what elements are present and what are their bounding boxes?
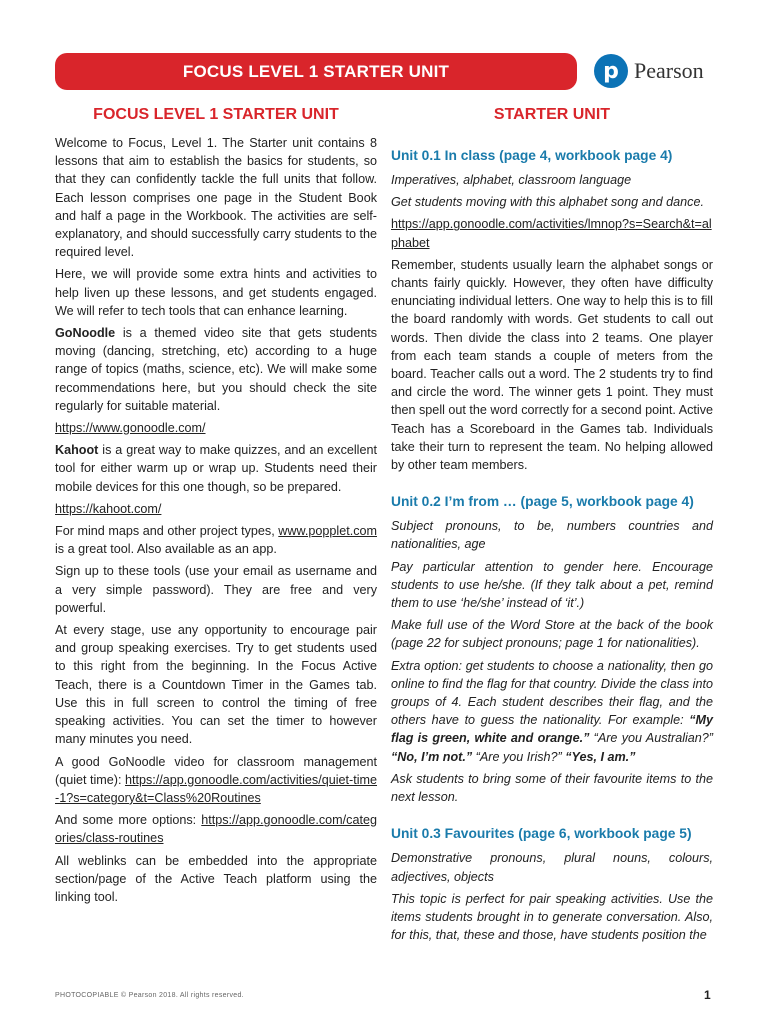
alphabet-song-link[interactable]: https://app.gonoodle.com/activities/lmnop?s=Search&t=alphabet [391, 217, 712, 250]
kahoot-name: Kahoot [55, 443, 99, 458]
more-options-intro: And some more options: [55, 813, 202, 828]
gonoodle-description: is a themed video site that gets students moving (dancing, stretching, etc) according to a huge range of topics (maths, science, etc). We will make some recommendations here, but you should check the site regularly for suitable material. [55, 326, 377, 413]
example-quote-2: “Are you Australian?” [589, 731, 713, 746]
more-options-paragraph [55, 811, 377, 847]
unit-0-2-gender-note: Pay particular attention to gender here. Encourage students to use he/she. (If they talk about a pet, remind them to use ‘he/she’ instead of ‘it’.) [391, 559, 713, 611]
popplet-link[interactable]: www.popplet.com [278, 524, 377, 539]
gonoodle-name: GoNoodle [55, 326, 116, 341]
quiet-time-paragraph [55, 753, 377, 808]
gonoodle-paragraph [55, 324, 377, 415]
intro-paragraph: Welcome to Focus, Level 1. The Starter unit contains 8 lessons that aim to establish the basics for students, so that they can confidently tackle the full units that follow. Each lesson comprises one page in the Student Book and half a page in the Workbook. The activities are self-explanatory, and should successfully carry students to the required level. [55, 136, 377, 260]
unit-0-3-body: This topic is perfect for pair speaking activities. Use the items students brought in to generate conversation. Also, for this, that, these and those, have students position the [391, 891, 713, 943]
right-column [391, 104, 713, 948]
copyright-notice: PHOTOCOPIABLE © Pearson 2018. All rights reserved. [55, 992, 244, 999]
unit-0-2-homework-note: Ask students to bring some of their favourite items to the next lesson. [391, 771, 713, 805]
hints-paragraph: Here, we will provide some extra hints and activities to help liven up these lessons, and get students engaged. We will refer to tech tools that can enhance learning. [55, 267, 377, 318]
page-number: 1 [704, 988, 711, 1002]
unit-0-2-extra-option [391, 657, 713, 766]
left-column-title: FOCUS LEVEL 1 STARTER UNIT [93, 106, 339, 123]
right-column-title: STARTER UNIT [493, 106, 611, 123]
unit-0-2-heading: Unit 0.2 I’m from … (page 5, workbook page 4) [391, 494, 694, 510]
popplet-paragraph [55, 522, 377, 558]
section-spacer [391, 810, 713, 824]
quiet-time-intro: A good GoNoodle video for classroom management (quiet time): [55, 754, 377, 787]
unit-0-3-topics: Demonstrative pronouns, plural nouns, colours, adjectives, objects [391, 851, 713, 884]
class-routines-link[interactable]: https://app.gonoodle.com/categories/class-routines [55, 813, 377, 846]
kahoot-link[interactable]: https://kahoot.com/ [55, 501, 162, 516]
unit-0-2-word-store-note: Make full use of the Word Store at the back of the book (page 22 for subject pronouns; page 1 for nationalities). [391, 618, 713, 651]
quiet-time-link[interactable]: https://app.gonoodle.com/activities/quiet-time-1?s=category&t=Class%20Routines [55, 772, 378, 805]
pearson-logo-icon: p [594, 54, 628, 88]
banner-title: FOCUS LEVEL 1 STARTER UNIT [182, 61, 450, 81]
unit-0-1-body: Remember, students usually learn the alphabet songs or chants fairly quickly. However, they often have difficulty enunciating individual letters. One way to help this is to fill the board randomly with words. Get students to call out words. Then divide the class into 2 teams. One player from each team stands a couple of meters from the board. Teacher calls out a word. The 2 students try to find and circle the word. The winner gets 1 point. They must then spell out the word correctly for a second point. Active Teach has a Scoreboard in the Games tab. Individuals take their turn to represent the team. No helping allowed by other team members. [391, 257, 714, 473]
unit-0-2-topics: Subject pronouns, to be, numbers countries and nationalities, age [391, 519, 713, 552]
title-banner [55, 53, 577, 90]
example-quote-5: “Yes, I am.” [565, 749, 636, 764]
extra-option-text: Extra option: get students to choose a nationality, then go online to find the flag for that country. Divide the class into groups of 4. Each student describes their flag, and the others have to guess the nationality. For example: [391, 658, 713, 728]
section-spacer [391, 478, 713, 492]
kahoot-description: is a great way to make quizzes, and an excellent tool for either warm up or wrap up. Students need their mobile devices for this one though, so be prepared. [55, 443, 377, 494]
unit-0-3-heading: Unit 0.3 Favourites (page 6, workbook page 5) [391, 826, 692, 842]
popplet-intro: For mind maps and other project types, [55, 524, 279, 539]
embed-paragraph: All weblinks can be embedded into the appropriate section/page of the Active Teach platform using the linking tool. [55, 853, 377, 904]
pair-work-paragraph: At every stage, use any opportunity to encourage pair and group speaking exercises. Try to get students used to this right from the beginning. In the Focus Active Teach, there is a Countdown Timer in the Games tab. Use this in full screen to control the timing of free speaking activities. You can set the timer to however many minutes you need. [55, 623, 377, 747]
unit-0-1-heading: Unit 0.1 In class (page 4, workbook page 4) [391, 148, 673, 163]
popplet-description: is a great tool. Also available as an app. [55, 542, 277, 557]
gonoodle-link[interactable]: https://www.gonoodle.com/ [55, 421, 206, 436]
example-quote-1: “My flag is green, white and orange.” [391, 713, 713, 746]
example-quote-3: “No, I’m not.” [391, 749, 473, 764]
kahoot-paragraph [55, 441, 377, 496]
unit-0-1-intro: Get students moving with this alphabet song and dance. [391, 195, 704, 210]
pearson-logo [594, 51, 724, 91]
left-column [55, 104, 377, 910]
signup-paragraph: Sign up to these tools (use your email as username and a very simple password). They are free and very powerful. [55, 564, 377, 615]
pearson-logo-text: Pearson [634, 58, 704, 83]
example-quote-4: “Are you Irish?” [472, 749, 566, 764]
unit-0-1-topics: Imperatives, alphabet, classroom language [391, 173, 632, 187]
